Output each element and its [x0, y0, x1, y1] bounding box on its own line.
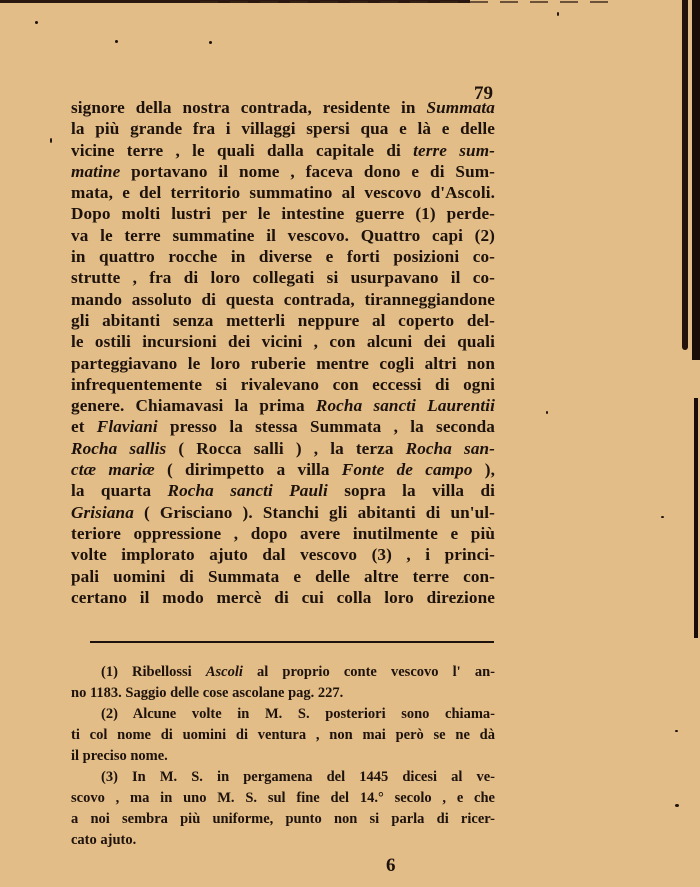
text-line [71, 97, 495, 118]
page-number: 79 [474, 83, 493, 104]
signature-mark: 6 [386, 855, 396, 876]
text-run: la più grande fra i villaggi spersi qua e là e delle [71, 119, 495, 139]
text-run: strutte , fra di loro collegati si usurpavano il co- [71, 268, 495, 288]
italic-text-run: Rocha sancti Pauli [167, 481, 328, 501]
text-run: volte implorato ajuto dal vescovo (3) , i princi- [71, 545, 495, 565]
scan-speck [661, 516, 664, 518]
footnote-separator-rule [90, 641, 494, 643]
text-line [71, 438, 495, 459]
footnotes-block [71, 662, 495, 851]
text-run: a noi sembra più uniforme, punto non si parla di ricer- [71, 811, 495, 827]
text-run: genere. Chiamavasi la prima [71, 396, 316, 416]
italic-text-run: Summata [426, 98, 495, 117]
text-run: Dopo molti lustri per le intestine guerre (1) perde- [71, 204, 495, 224]
text-run: ( Grisciano ). Stanchi gli abitanti di un'ul- [133, 502, 495, 522]
text-run: al proprio conte vescovo l' an- [242, 664, 495, 680]
text-line [71, 566, 495, 587]
scan-speck [50, 138, 52, 143]
italic-text-run: Flaviani [96, 417, 158, 437]
text-line [71, 587, 495, 608]
text-run: mata, e del territorio summatino al vescovo d'Ascoli. [71, 183, 495, 203]
text-run: ti col nome di uomini di ventura , non mai però se ne dà [71, 727, 495, 743]
footnote-line [71, 704, 495, 725]
text-run: gli abitanti senza metterli neppure al coperto del- [71, 310, 495, 330]
text-line [71, 161, 495, 182]
scan-speck [675, 804, 679, 807]
scan-speck [557, 12, 559, 16]
text-run: scovo , ma in uno M. S. sul fine del 14.° secolo , e che [71, 790, 495, 806]
text-run: ), [472, 460, 496, 480]
text-run: teriore oppressione , dopo avere inutilmente e più [71, 523, 495, 543]
italic-text-run: Rocha sallis [71, 438, 167, 458]
text-line [71, 416, 495, 437]
page-right-binding-shadow [682, 0, 688, 350]
text-line [71, 118, 495, 139]
text-line [71, 480, 495, 501]
scan-speck [546, 411, 548, 414]
scan-speck [35, 21, 38, 24]
text-run: signore della nostra contrada, residente in [71, 98, 427, 117]
text-line [71, 289, 495, 310]
text-run: ( dirimpetto a villa [154, 460, 342, 480]
footnote-line [71, 788, 495, 809]
footnote-line [71, 809, 495, 830]
italic-text-run: ctæ mariæ [71, 460, 155, 480]
italic-text-run: Grisiana [71, 502, 134, 522]
text-run: portavano il nome , faceva dono e di Sum- [120, 161, 495, 181]
italic-text-run: Fonte de campo [341, 460, 473, 480]
text-run: sopra la villa di [327, 481, 495, 501]
text-line [71, 395, 495, 416]
text-run: mando assoluto di questa contrada, tiranneggiandone [71, 289, 495, 309]
italic-text-run: Ascoli [205, 664, 243, 680]
italic-text-run: terre sum- [413, 140, 496, 160]
text-line [71, 140, 495, 161]
text-run: va le terre summatine il vescovo. Quattro capi (2) [71, 225, 495, 245]
italic-text-run: matine [71, 161, 121, 181]
text-run: (1) Ribellossi [101, 664, 206, 680]
text-run: presso la stessa Summata , la seconda [157, 417, 495, 437]
text-run: no 1183. Saggio delle cose ascolane pag. 227. [71, 685, 344, 701]
footnote-line [71, 746, 495, 767]
text-line [71, 331, 495, 352]
italic-text-run: Rocha san- [405, 438, 495, 458]
footnote-line [71, 767, 495, 788]
text-run: et [71, 417, 97, 437]
text-line [71, 246, 495, 267]
text-line [71, 310, 495, 331]
scan-speck [115, 40, 118, 43]
text-line [71, 544, 495, 565]
text-run: (2) Alcune volte in M. S. posteriori sono chiama- [101, 706, 495, 722]
main-text-block [71, 97, 495, 608]
text-run: vicine terre , le quali dalla capitale di [71, 140, 414, 160]
text-line [71, 502, 495, 523]
text-line [71, 182, 495, 203]
footnote-line [71, 830, 495, 851]
text-line [71, 353, 495, 374]
text-line [71, 459, 495, 480]
text-run: in quattro rocche in diverse e forti posizioni co- [71, 247, 495, 267]
text-line [71, 225, 495, 246]
scan-speck [675, 730, 678, 732]
text-line [71, 374, 495, 395]
text-run: certano il modo mercè di cui colla loro direzione [71, 587, 495, 607]
page-right-binding-lower [694, 398, 698, 638]
text-run: cato ajuto. [71, 832, 137, 848]
text-run: le ostili incursioni dei vicini , con alcuni dei quali [71, 332, 495, 352]
text-run: il preciso nome. [71, 748, 168, 764]
text-run: la quarta [71, 481, 168, 501]
text-line [71, 203, 495, 224]
page-right-binding-edge [692, 0, 700, 360]
text-run: (3) In M. S. in pergamena del 1445 dicesi al ve- [101, 769, 495, 785]
text-run: parteggiavano le loro ruberie mentre cogli altri non [71, 353, 495, 373]
text-line [71, 267, 495, 288]
footnote-line [71, 725, 495, 746]
scan-speck [209, 41, 212, 44]
footnote-line [71, 683, 495, 704]
text-run: infrequentemente si rivalevano con eccessi di ogni [71, 374, 495, 394]
page-top-edge-speckle [200, 1, 620, 3]
text-run: ( Rocca salli ) , la terza [166, 438, 406, 458]
italic-text-run: Rocha sancti Laurentii [315, 396, 495, 416]
text-line [71, 523, 495, 544]
text-run: pali uomini di Summata e delle altre terre con- [71, 566, 495, 586]
footnote-line [71, 662, 495, 683]
